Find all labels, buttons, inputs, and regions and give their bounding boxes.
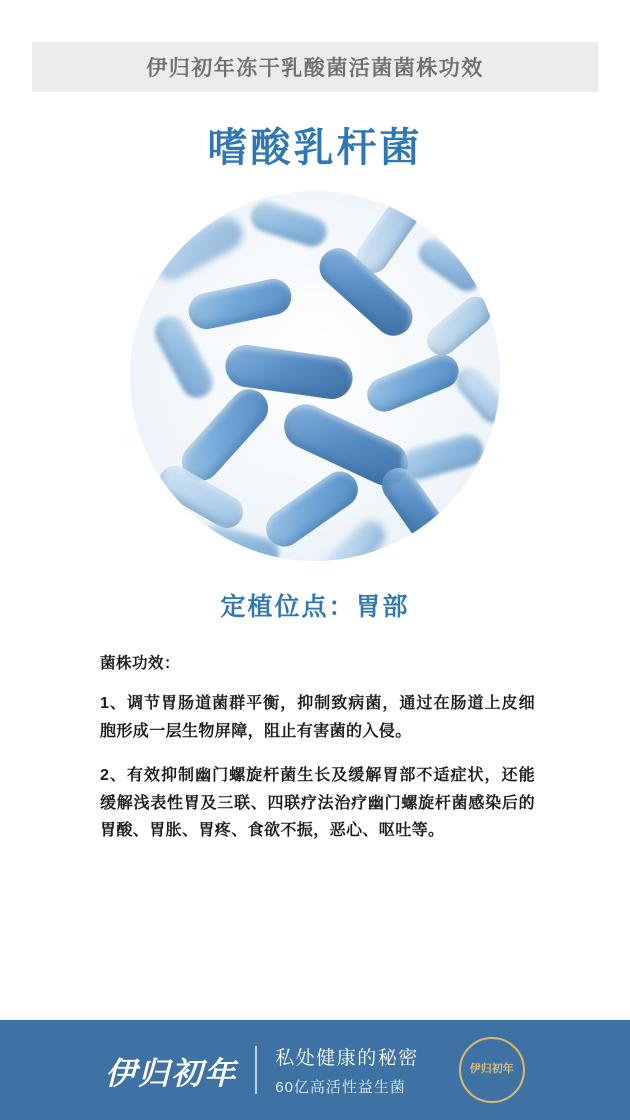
seal-text: 伊归初年	[469, 1063, 514, 1076]
efficacy-paragraph-2: 2、有效抑制幽门螺旋杆菌生长及缓解胃部不适症状，还能缓解浅表性胃及三联、四联疗法治疗幽门螺旋杆菌感染后的胃酸、胃胀、胃疼、食欲不振，恶心、呕吐等。	[100, 767, 535, 840]
footer-content	[105, 1037, 525, 1103]
efficacy-paragraph-1: 1、调节胃肠道菌群平衡，抑制致病菌，通过在肠道上皮细胞形成一层生物屏障，阻止有害菌的入侵。	[100, 695, 535, 740]
efficacy-section	[100, 651, 535, 845]
bacteria-micrograph-image	[130, 191, 500, 561]
brand-logo-text: 伊归初年	[105, 1055, 238, 1091]
slogan-main-text: 私处健康的秘密	[275, 1048, 419, 1069]
footer-slogan	[275, 1043, 419, 1097]
slogan-sub-text: 60亿高活性益生菌	[275, 1079, 406, 1096]
page-title: 嗜酸乳杆菌	[207, 126, 423, 170]
efficacy-heading: 菌株功效：	[100, 655, 181, 672]
header-banner	[32, 42, 598, 92]
header-title: 伊归初年冻干乳酸菌活菌菌株功效	[146, 57, 484, 80]
footer-bar	[0, 1020, 630, 1120]
brand-seal-icon	[459, 1037, 525, 1103]
micrograph-container	[0, 191, 630, 561]
footer-divider	[255, 1046, 257, 1094]
colonization-site: 定植位点：胃部	[220, 593, 410, 621]
